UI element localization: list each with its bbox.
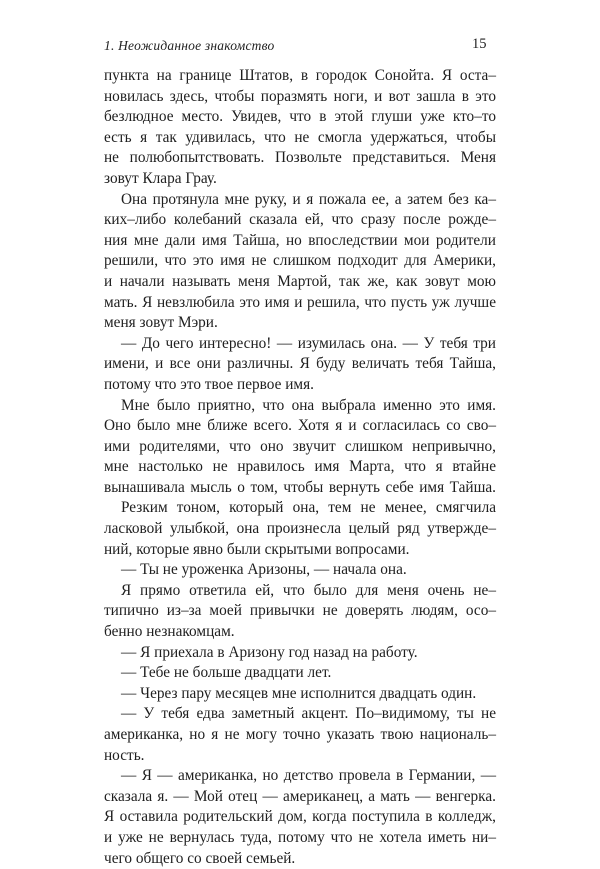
text-line: чего общего со своей семьей.: [104, 849, 296, 867]
text-line: вынашивала мысль о том, чтобы вернуть себе имя Тайша.: [104, 478, 496, 496]
text-line: — Тебе не больше двадцати лет.: [121, 664, 332, 682]
text-line: новилась здесь, чтобы поразмять ноги, и вот зашла в это: [104, 87, 496, 105]
running-head: 1. Неожиданное знакомство: [104, 38, 275, 53]
text-line: имени, и все они различны. Я буду величать тебя Тайша,: [104, 355, 496, 373]
text-line: Я оставила родительский дом, когда поступила в колледж,: [104, 808, 496, 826]
text-line: Резким тоном, который она, тем не менее, смягчила: [121, 499, 496, 517]
text-line: пункта на границе Штатов, в городок Сонойта. Я оста–: [104, 67, 496, 84]
text-line: есть я так удивилась, что не смогла удержаться, чтобы: [104, 128, 496, 146]
text-line: мать. Я невзлюбила это имя и решила, что пусть уж лучше: [104, 293, 496, 311]
text-line: — Я приехала в Аризону год назад на работу.: [121, 643, 418, 661]
text-line: не полюбопытствовать. Позвольте представиться. Меня: [104, 149, 496, 167]
text-line: — Через пару месяцев мне исполнится двадцать один.: [121, 684, 477, 702]
text-line: решили, что это имя не слишком подходит для Америки,: [104, 252, 496, 270]
text-line: Она протянула мне руку, и я пожала ее, а затем без ка–: [121, 190, 496, 208]
text-line: и уже не вернулась туда, потому что не хотела иметь ни–: [104, 828, 496, 846]
text-line: безлюдное место. Увидев, что в этой глуши уже кто–то: [104, 108, 496, 126]
text-line: — Ты не уроженка Аризоны, — начала она.: [121, 561, 407, 579]
text-line: ласковой улыбкой, она произнесла целый ряд утвержде–: [104, 520, 496, 538]
text-line: — У тебя едва заметный акцент. По–видимому, ты не: [121, 705, 496, 723]
text-line: ких–либо колебаний сказала ей, что сразу после рожде–: [104, 211, 496, 229]
text-line: потому что это твое первое имя.: [104, 375, 314, 393]
text-line: — До чего интересно! — изумилась она. — У тебя три: [121, 334, 496, 352]
text-line: и начали называть меня Мартой, так же, как зовут мою: [104, 272, 496, 290]
text-line: Мне было приятно, что она выбрала именно это имя.: [121, 396, 496, 414]
text-line: сказала я. — Мой отец — американец, а мать — венгерка.: [104, 787, 496, 805]
text-line: ими родителями, что оно звучит слишком непривычно,: [104, 437, 496, 455]
text-line: типично из–за моей привычки не доверять людям, осо–: [104, 602, 496, 620]
text-line: американка, но я не могу точно указать твою националь–: [104, 726, 496, 743]
text-line: меня зовут Мэри.: [104, 314, 218, 332]
text-line: мне настолько не нравилось имя Марта, что я втайне: [104, 458, 496, 476]
page-number: 15: [472, 36, 487, 52]
text-line: ний, которые явно были скрытыми вопросами.: [104, 540, 410, 558]
text-line: — Я — американка, но детство провела в Германии, —: [121, 767, 496, 785]
text-line: бенно незнакомцам.: [104, 623, 235, 641]
text-line: Я прямо ответила ей, что было для меня очень не–: [121, 581, 496, 599]
text-line: Оно было мне ближе всего. Хотя я и согласилась со сво–: [104, 417, 496, 435]
text-line: ность.: [104, 746, 145, 764]
text-line: ния мне дали имя Тайша, но впоследствии мои родители: [104, 231, 496, 249]
text-line: зовут Клара Грау.: [104, 169, 217, 187]
body-text: [104, 66, 496, 869]
